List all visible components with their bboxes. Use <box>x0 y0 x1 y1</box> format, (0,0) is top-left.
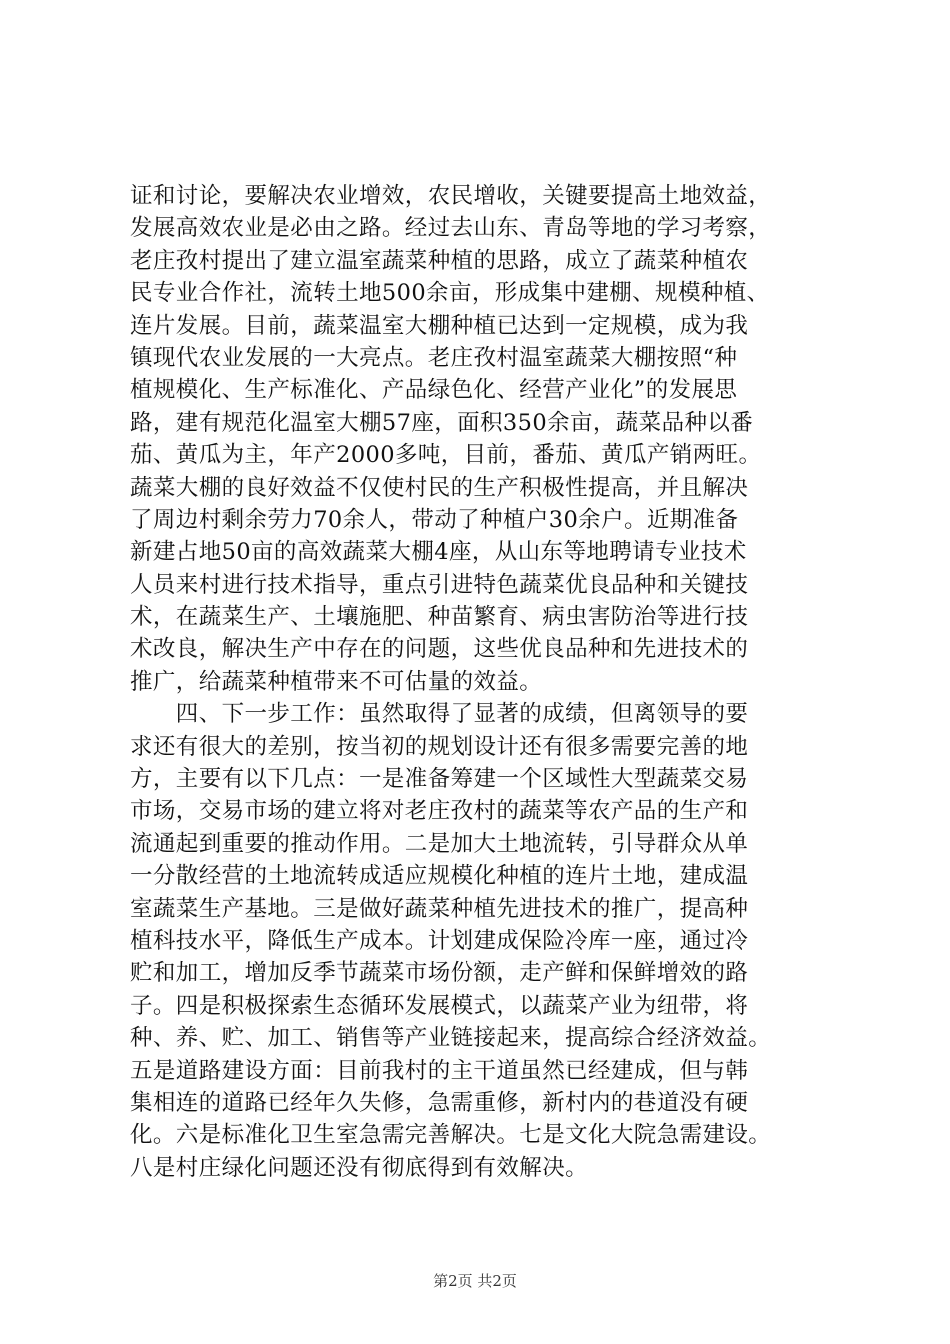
text-line: 民专业合作社，流转土地500余亩，形成集中建棚、规模种植、 <box>130 280 770 307</box>
text-line: 连片发展。目前，蔬菜温室大棚种植已达到一定规模，成为我 <box>130 312 749 339</box>
text-line: 路，建有规范化温室大棚57座，面积350余亩，蔬菜品种以番 <box>130 409 754 436</box>
text-line: 镇现代农业发展的一大亮点。老庄孜村温室蔬菜大棚按照“种 <box>130 344 738 371</box>
text-line: 五是道路建设方面：目前我村的主干道虽然已经建成，但与韩 <box>130 1057 749 1084</box>
text-line: 贮和加工，增加反季节蔬菜市场份额，走产鲜和保鲜增效的路 <box>130 960 749 987</box>
text-line: 推广，给蔬菜种植带来不可估量的效益。 <box>130 668 543 695</box>
text-line: 蔬菜大棚的良好效益不仅使村民的生产积极性提高，并且解决 <box>130 474 749 501</box>
text-line: 子。四是积极探索生态循环发展模式，以蔬菜产业为纽带，将 <box>130 992 749 1019</box>
text-line: 八是村庄绿化问题还没有彻底得到有效解决。 <box>130 1154 589 1181</box>
text-line: 室蔬菜生产基地。三是做好蔬菜种植先进技术的推广，提高种 <box>130 895 749 922</box>
text-line: 人员来村进行技术指导，重点引进特色蔬菜优良品种和关键技 <box>130 571 749 598</box>
page-footer: 第2页 共2页 <box>433 1272 517 1290</box>
text-line: 求还有很大的差别，按当初的规划设计还有很多需要完善的地 <box>130 733 749 760</box>
text-line: 流通起到重要的推动作用。二是加大土地流转，引导群众从单 <box>130 830 749 857</box>
text-line: 植规模化、生产标准化、产品绿色化、经营产业化”的发展思 <box>130 377 738 404</box>
text-line: 老庄孜村提出了建立温室蔬菜种植的思路，成立了蔬菜种植农 <box>130 247 749 274</box>
text-line: 四、下一步工作：虽然取得了显著的成绩，但离领导的要 <box>130 701 749 728</box>
text-line: 一分散经营的土地流转成适应规模化种植的连片土地，建成温 <box>130 863 749 890</box>
text-line: 市场，交易市场的建立将对老庄孜村的蔬菜等农产品的生产和 <box>130 798 749 825</box>
text-line: 新建占地50亩的高效蔬菜大棚4座，从山东等地聘请专业技术 <box>130 539 747 566</box>
text-line: 方，主要有以下几点：一是准备筹建一个区域性大型蔬菜交易 <box>130 766 749 793</box>
document-body-text <box>130 180 830 1184</box>
text-line: 了周边村剩余劳力70余人，带动了种植户30余户。近期准备 <box>130 506 739 533</box>
text-line: 证和讨论，要解决农业增效，农民增收，关键要提高土地效益， <box>130 183 772 209</box>
text-line: 术改良，解决生产中存在的问题，这些优良品种和先进技术的 <box>130 636 749 663</box>
text-line: 术，在蔬菜生产、土壤施肥、种苗繁育、病虫害防治等进行技 <box>130 604 749 631</box>
text-line: 茄、黄瓜为主，年产2000多吨，目前，番茄、黄瓜产销两旺。 <box>130 442 762 469</box>
text-line: 植科技水平，降低生产成本。计划建成保险冷库一座，通过冷 <box>130 927 749 954</box>
text-line: 集相连的道路已经年久失修，急需重修，新村内的巷道没有硬 <box>130 1089 749 1116</box>
text-line: 化。六是标准化卫生室急需完善解决。七是文化大院急需建设。 <box>130 1122 772 1149</box>
text-line: 种、养、贮、加工、销售等产业链接起来，提高综合经济效益。 <box>130 1025 772 1052</box>
text-line: 发展高效农业是必由之路。经过去山东、青岛等地的学习考察， <box>130 215 772 242</box>
